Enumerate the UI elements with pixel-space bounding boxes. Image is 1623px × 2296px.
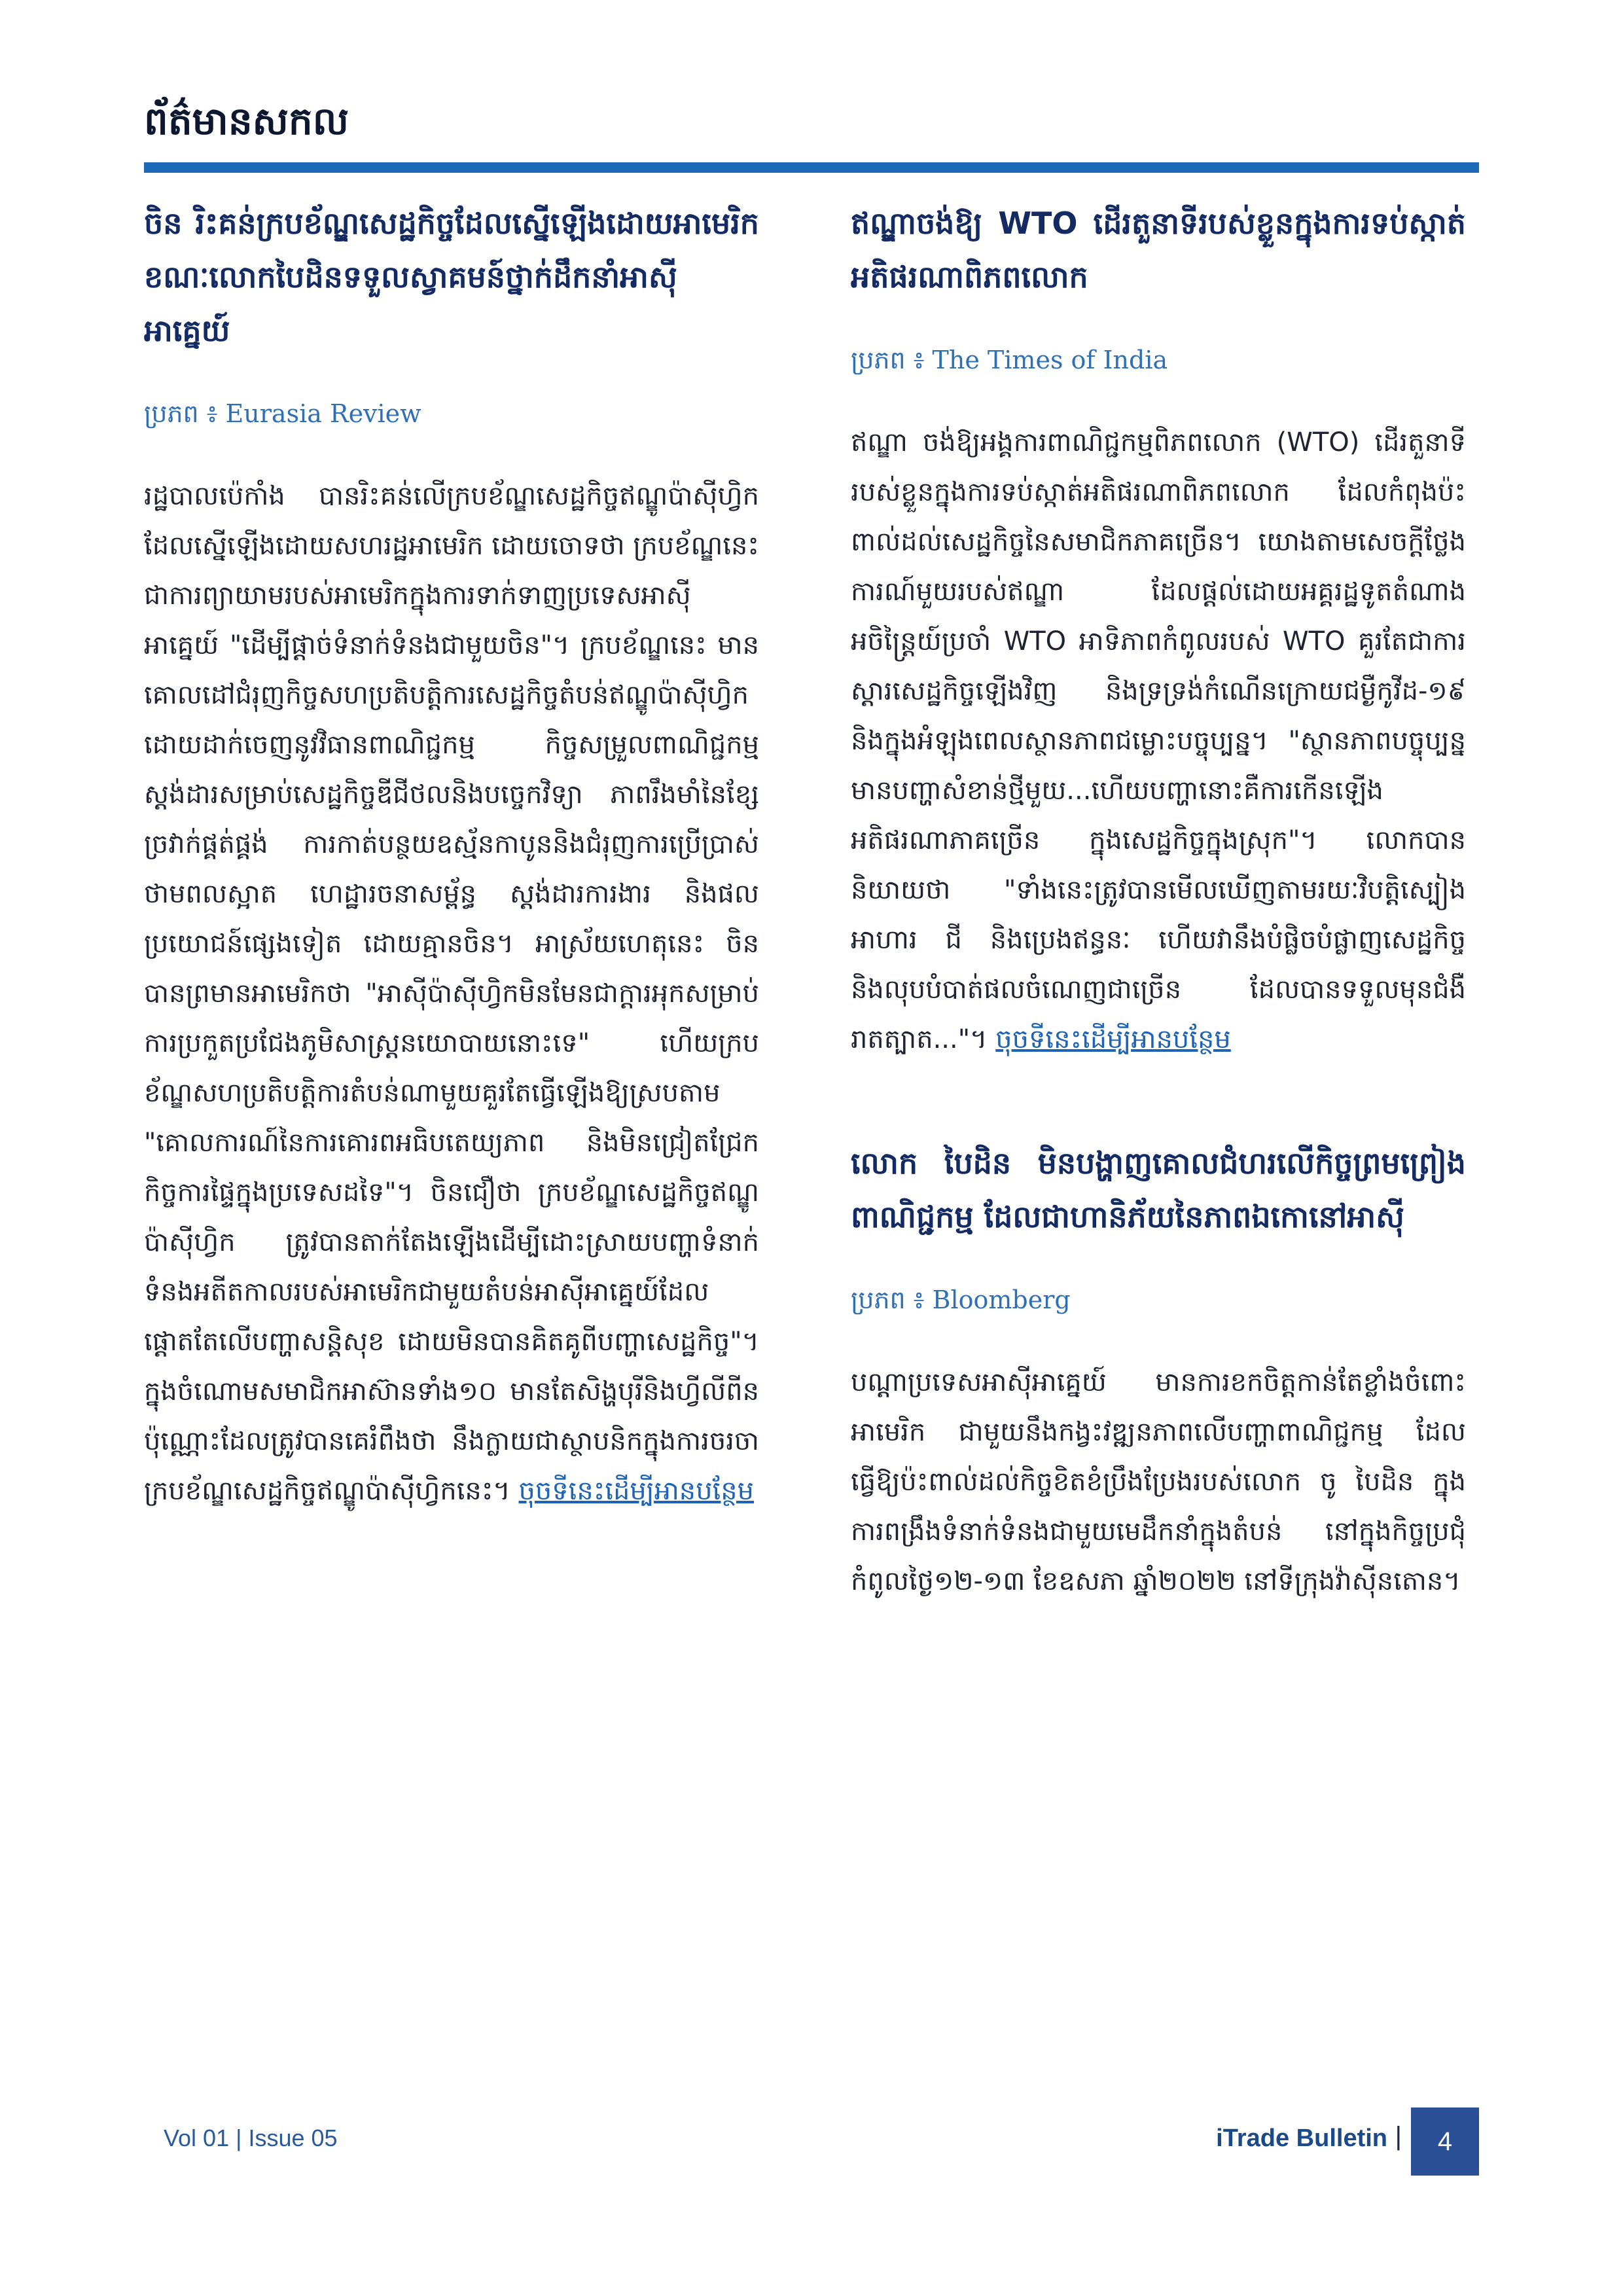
article-title: ចិន រិះគន់ក្របខ័ណ្ឌសេដ្ឋកិច្ចដែលស្នើឡើងដោយអាមេរិក ខណៈលោកបៃដិនទទួលស្វាគមន៍ថ្នាក់ដឹកនាំអាស៊ីអាគ្នេយ៍ <box>144 206 759 348</box>
article-body <box>851 418 1466 1064</box>
bulletin-name: iTrade Bulletin <box>1216 2125 1387 2152</box>
article-source: ប្រភព ៖ The Times of India <box>851 346 1168 374</box>
article-body <box>144 471 759 1516</box>
article-source: ប្រភព ៖ Eurasia Review <box>144 399 421 428</box>
article-india-wto <box>851 196 1466 1064</box>
volume-issue: Vol 01 | Issue 05 <box>164 2125 338 2151</box>
read-more-link[interactable]: ចុចទីនេះដើម្បីអានបន្ថែម <box>518 1476 755 1506</box>
page-footer <box>144 2108 1479 2179</box>
article-body: បណ្តាប្រទេសអាស៊ីអាគ្នេយ៍ មានការខកចិត្តកាន់តែខ្លាំងចំពោះអាមេរិក ជាមួយនឹងកង្វះវឌ្ឍនភាពលើបញ្ហាពាណិជ្ជកម្ម ដែលធ្វើឱ្យប៉ះពាល់ដល់កិច្ចខិតខំប្រឹងប្រែងរបស់លោក ចូ បៃដិន ក្នុងការពង្រឹងទំនាក់ទំនងជាមួយមេដឹកនាំក្នុងតំបន់ នៅក្នុងកិច្ចប្រជុំកំពូលថ្ងៃ១២-១៣ ខែឧសភា ឆ្នាំ២០២២ នៅទីក្រុងវ៉ាស៊ីនតោន។ <box>851 1367 1466 1596</box>
right-column <box>851 196 1466 1606</box>
article-body-text: ឥណ្ឌា ចង់ឱ្យអង្គការពាណិជ្ជកម្មពិភពលោក (WTO) ដើរតួនាទីរបស់ខ្លួនក្នុងការទប់ស្កាត់អតិផរណាពិភពលោក ដែលកំពុងប៉ះពាល់ដល់សេដ្ឋកិច្ចនៃសមាជិកភាគច្រើន។ យោងតាមសេចក្តីថ្លែងការណ៍មួយរបស់ឥណ្ឌា ដែលផ្តល់ដោយអគ្គរដ្ឋទូតតំណាងអចិន្ត្រៃយ៍ប្រចាំ WTO អាទិភាពកំពូលរបស់ WTO គួរតែជាការស្តារសេដ្ឋកិច្ចឡើងវិញ និងទ្រទ្រង់កំណើនក្រោយជម្ងឺកូវីដ-១៩ និងក្នុងអំឡុងពេលស្ថានភាពជម្លោះបច្ចុប្បន្ន។ "ស្ថានភាពបច្ចុប្បន្នមានបញ្ហាសំខាន់ថ្មីមួយ...ហើយបញ្ហានោះគឺការកើនឡើងអតិផរណាភាគច្រើន ក្នុងសេដ្ឋកិច្ចក្នុងស្រុក"។ លោកបាននិយាយថា "ទាំងនេះត្រូវបានមើលឃើញតាមរយៈវិបត្តិស្បៀងអាហារ ជី និងប្រេងឥន្ធនៈ ហើយវានឹងបំផ្លិចបំផ្លាញសេដ្ឋកិច្ច និងលុបបំបាត់ផលចំណេញជាច្រើន ដែលបានទទួលមុនជំងឺរាតត្បាត..."។ <box>851 427 1466 1054</box>
article-body-text: រដ្ឋបាលប៉េកាំង បានរិះគន់លើក្របខ័ណ្ឌសេដ្ឋកិច្ចឥណ្ឌូប៉ាស៊ីហ្វិកដែលស្នើឡើងដោយសហរដ្ឋអាមេរិក ដោយចោទថា ក្របខ័ណ្ឌនេះ ជាការព្យាយាមរបស់អាមេរិកក្នុងការទាក់ទាញប្រទេសអាស៊ីអាគ្នេយ៍ "ដើម្បីផ្ដាច់ទំនាក់ទំនងជាមួយចិន"។ ក្របខ័ណ្ឌនេះ មានគោលដៅជំរុញកិច្ចសហប្រតិបត្តិការសេដ្ឋកិច្ចតំបន់ឥណ្ឌូប៉ាស៊ីហ្វិក ដោយដាក់ចេញនូវវិធានពាណិជ្ជកម្ម កិច្ចសម្រួលពាណិជ្ជកម្ម ស្តង់ដារសម្រាប់សេដ្ឋកិច្ចឌីជីថលនិងបច្ចេកវិទ្យា ភាពរឹងមាំនៃខ្សែច្រវាក់ផ្គត់ផ្គង់ ការកាត់បន្ថយឧស្ម័នកាបូននិងជំរុញការប្រើប្រាស់ថាមពលស្អាត ហេដ្ឋារចនាសម្ព័ន្ធ ស្តង់ដារការងារ និងផលប្រយោជន៍ផ្សេងទៀត ដោយគ្មានចិន។ អាស្រ័យហេតុនេះ ចិនបានព្រមានអាមេរិកថា "អាស៊ីប៉ាស៊ីហ្វិកមិនមែនជាក្តារអុកសម្រាប់ការប្រកួតប្រជែងភូមិសាស្ត្រនយោបាយនោះទេ" ហើយក្របខ័ណ្ឌសហប្រតិបត្តិការតំបន់ណាមួយគួរតែធ្វើឡើងឱ្យស្របតាម "គោលការណ៍នៃការគោរពអធិបតេយ្យភាព និងមិនជ្រៀតជ្រែកកិច្ចការផ្ទៃក្នុងប្រទេសដទៃ"។ ចិនជឿថា ក្របខ័ណ្ឌសេដ្ឋកិច្ចឥណ្ឌូប៉ាស៊ីហ្វិក ត្រូវបានតាក់តែងឡើងដើម្បីដោះស្រាយបញ្ហាទំនាក់ទំនងអតីតកាលរបស់អាមេរិកជាមួយតំបន់អាស៊ីអាគ្នេយ៍ដែលផ្ដោតតែលើបញ្ហាសន្តិសុខ ដោយមិនបានគិតគូពីបញ្ហាសេដ្ឋកិច្ច"។ ក្នុងចំណោមសមាជិកអាស៊ានទាំង១០ មានតែសិង្ហបុរីនិងហ្វីលីពីនប៉ុណ្ណោះដែលត្រូវបានគេរំពឹងថា នឹងក្លាយជាស្ថាបនិកក្នុងការចរចាក្របខ័ណ្ឌសេដ្ឋកិច្ចឥណ្ឌូប៉ាស៊ីហ្វិកនេះ។ <box>144 481 759 1506</box>
header-rule <box>144 162 1479 173</box>
article-source: ប្រភព ៖ Bloomberg <box>851 1285 1071 1314</box>
article-biden-trade <box>851 1136 1466 1606</box>
article-china-ipef <box>144 196 759 1516</box>
section-title: ព័ត៌មានសកល <box>144 99 349 143</box>
read-more-link[interactable]: ចុចទីនេះដើម្បីអានបន្ថែម <box>995 1024 1231 1054</box>
left-column <box>144 196 759 1516</box>
page-number: 4 <box>1411 2108 1479 2176</box>
footer-separator: | <box>1395 2122 1402 2151</box>
article-title: ឥណ្ឌាចង់ឱ្យ WTO ដើរតួនាទីរបស់ខ្លួនក្នុងការទប់ស្កាត់អតិផរណាពិភពលោក <box>851 206 1466 295</box>
page-header <box>144 92 1479 173</box>
article-title: លោក បៃដិន មិនបង្ហាញគោលជំហរលើកិច្ចព្រមព្រៀងពាណិជ្ជកម្ម ដែលជាហានិភ័យនៃភាពឯកោនៅអាស៊ី <box>851 1145 1466 1234</box>
